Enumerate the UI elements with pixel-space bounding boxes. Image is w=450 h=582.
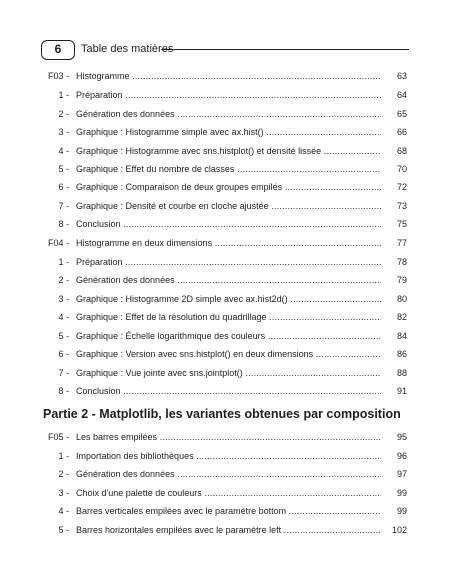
toc-number: 8 - bbox=[58, 219, 69, 229]
toc-page: 63 bbox=[396, 71, 407, 81]
toc-entry[interactable] bbox=[0, 144, 450, 158]
toc-label: Préparation ..... bbox=[76, 88, 381, 102]
toc-page: 70 bbox=[396, 164, 407, 174]
toc-number: 2 - bbox=[58, 275, 69, 285]
toc-entry[interactable] bbox=[0, 504, 450, 518]
toc-page: 95 bbox=[396, 432, 407, 442]
toc-number: F05 - bbox=[47, 432, 69, 442]
toc-entry[interactable] bbox=[0, 486, 450, 500]
toc-label: Génération des données ..... bbox=[76, 467, 381, 481]
toc-entry[interactable] bbox=[0, 217, 450, 231]
toc-label: Génération des données ..... bbox=[76, 273, 381, 287]
toc-number: 4 - bbox=[58, 146, 69, 156]
toc-number: 4 - bbox=[58, 506, 69, 516]
toc-number: F04 - bbox=[47, 238, 69, 248]
toc-number: 6 - bbox=[58, 349, 69, 359]
toc-page: 80 bbox=[396, 294, 407, 304]
toc-number: 5 - bbox=[58, 164, 69, 174]
toc-number: 7 - bbox=[58, 368, 69, 378]
toc-label: Graphique : Échelle logarithmique des couleurs ..... bbox=[76, 329, 381, 343]
toc-page: 68 bbox=[396, 146, 407, 156]
toc-number: 3 - bbox=[58, 294, 69, 304]
toc-entry[interactable] bbox=[0, 449, 450, 463]
toc-entry[interactable] bbox=[0, 430, 450, 444]
toc-entry[interactable] bbox=[0, 69, 450, 83]
toc-entry[interactable] bbox=[0, 180, 450, 194]
part-heading: Partie 2 - Matplotlib, les variantes obtenues par composition bbox=[43, 407, 401, 421]
toc-entry[interactable] bbox=[0, 199, 450, 213]
toc-label: Histogramme ..... bbox=[76, 69, 381, 83]
toc-label: Préparation ..... bbox=[76, 255, 381, 269]
toc-number: 2 - bbox=[58, 469, 69, 479]
toc-label: Graphique : Histogramme avec sns.histplot() et densité lissée ..... bbox=[76, 144, 381, 158]
toc-label: Graphique : Histogramme 2D simple avec ax.hist2d() ..... bbox=[76, 292, 381, 306]
toc-number: 1 - bbox=[58, 451, 69, 461]
header-rule bbox=[161, 49, 409, 50]
toc-label: Conclusion ..... bbox=[76, 217, 381, 231]
toc-page: 65 bbox=[396, 109, 407, 119]
toc-entry[interactable] bbox=[0, 273, 450, 287]
toc-number: 7 - bbox=[58, 201, 69, 211]
toc-entry[interactable] bbox=[0, 255, 450, 269]
toc-entry[interactable] bbox=[0, 162, 450, 176]
toc-page: 91 bbox=[396, 386, 407, 396]
toc-entry[interactable] bbox=[0, 523, 450, 537]
toc-label: Génération des données ..... bbox=[76, 107, 381, 121]
toc-entry[interactable] bbox=[0, 236, 450, 250]
toc-page: 64 bbox=[396, 90, 407, 100]
toc-entry[interactable] bbox=[0, 292, 450, 306]
toc-page: 84 bbox=[396, 331, 407, 341]
toc-page: 102 bbox=[391, 525, 407, 535]
toc-label: Graphique : Densité et courbe en cloche ajustée ..... bbox=[76, 199, 381, 213]
toc-label: Conclusion ..... bbox=[76, 384, 381, 398]
toc-label: Barres verticales empilées avec le paramètre bottom ..... bbox=[76, 504, 381, 518]
toc-label: Histogramme en deux dimensions ..... bbox=[76, 236, 381, 250]
page-header bbox=[41, 40, 409, 60]
toc-number: 2 - bbox=[58, 109, 69, 119]
toc-page: 79 bbox=[396, 275, 407, 285]
toc-entry[interactable] bbox=[0, 88, 450, 102]
toc-page: 99 bbox=[396, 488, 407, 498]
toc-label: Graphique : Histogramme simple avec ax.hist() ..... bbox=[76, 125, 381, 139]
toc-number: 1 - bbox=[58, 257, 69, 267]
toc-page: 73 bbox=[396, 201, 407, 211]
toc-label: Graphique : Vue jointe avec sns.jointplot() ..... bbox=[76, 366, 381, 380]
toc-label: Graphique : Comparaison de deux groupes empilés ..... bbox=[76, 180, 381, 194]
toc-number: 8 - bbox=[58, 386, 69, 396]
toc-label: Barres horizontales empilées avec le paramètre left ..... bbox=[76, 523, 381, 537]
toc-number: 3 - bbox=[58, 127, 69, 137]
toc-page: 99 bbox=[396, 506, 407, 516]
toc-number: 6 - bbox=[58, 182, 69, 192]
toc-label: Importation des bibliothèques ..... bbox=[76, 449, 381, 463]
toc-entry[interactable] bbox=[0, 125, 450, 139]
toc-number: 1 - bbox=[58, 90, 69, 100]
toc-label: Choix d'une palette de couleurs ..... bbox=[76, 486, 381, 500]
toc-entry[interactable] bbox=[0, 384, 450, 398]
toc-entry[interactable] bbox=[0, 310, 450, 324]
toc-number: 4 - bbox=[58, 312, 69, 322]
header-title: Table des matières bbox=[81, 43, 174, 55]
toc-number: 3 - bbox=[58, 488, 69, 498]
toc-page: 75 bbox=[396, 219, 407, 229]
toc-page: 78 bbox=[396, 257, 407, 267]
toc-label: Graphique : Effet de la résolution du quadrillage ..... bbox=[76, 310, 381, 324]
toc-page: 96 bbox=[396, 451, 407, 461]
toc-number: 5 - bbox=[58, 331, 69, 341]
toc-page: 82 bbox=[396, 312, 407, 322]
toc-page: 66 bbox=[396, 127, 407, 137]
toc-entry[interactable] bbox=[0, 347, 450, 361]
toc-entry[interactable] bbox=[0, 329, 450, 343]
toc-page: 72 bbox=[396, 182, 407, 192]
toc-entry[interactable] bbox=[0, 366, 450, 380]
toc-number: F03 - bbox=[47, 71, 69, 81]
toc-entry[interactable] bbox=[0, 467, 450, 481]
toc-page: 88 bbox=[396, 368, 407, 378]
toc-label: Graphique : Effet du nombre de classes ..... bbox=[76, 162, 381, 176]
toc-label: Les barres empilées ..... bbox=[76, 430, 381, 444]
toc-page: 86 bbox=[396, 349, 407, 359]
toc-label: Graphique : Version avec sns.histplot() en deux dimensions ..... bbox=[76, 347, 381, 361]
toc-number: 5 - bbox=[58, 525, 69, 535]
toc-page: 77 bbox=[396, 238, 407, 248]
toc-entry[interactable] bbox=[0, 107, 450, 121]
page-number-badge: 6 bbox=[41, 40, 75, 60]
toc-page: 97 bbox=[396, 469, 407, 479]
